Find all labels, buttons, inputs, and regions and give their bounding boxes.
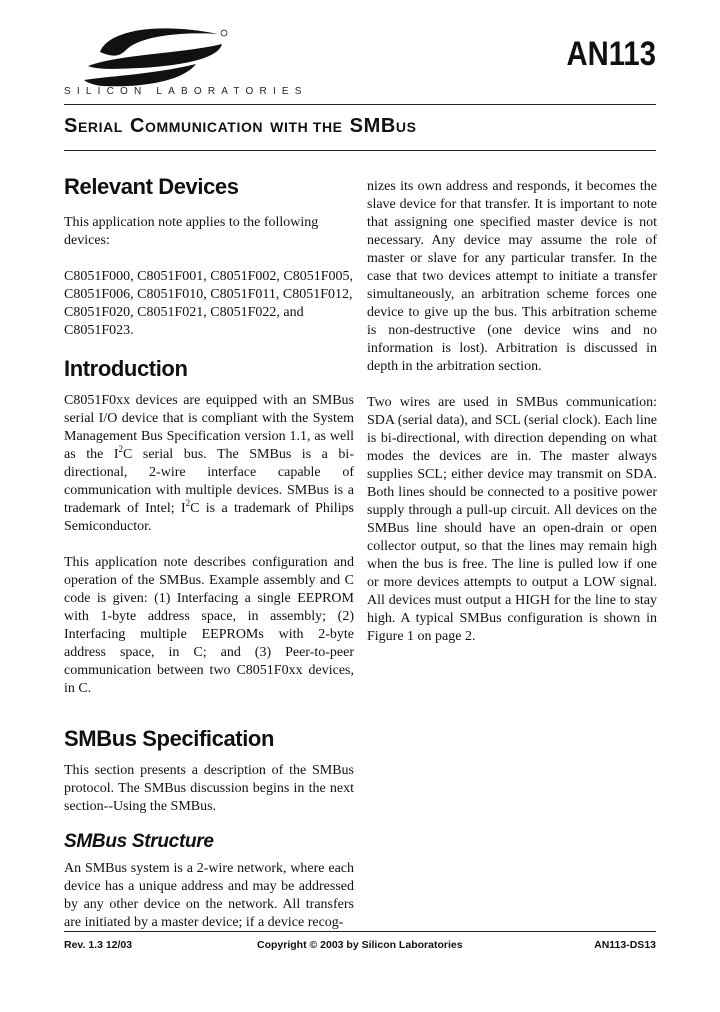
header-rule [64, 104, 656, 105]
relevant-devices-intro: This application note applies to the following devices: [64, 215, 319, 248]
silicon-labs-logo [80, 24, 230, 94]
title-c: C [129, 115, 145, 137]
smbus-structure-heading: SMBus Structure [64, 831, 214, 852]
smbus-specification-paragraph: This section presents a description of the SMBus protocol. The SMBus discussion begins in the next section--Using the SMBus. [64, 763, 354, 814]
footer-document-id: AN113-DS13 [594, 939, 656, 951]
relevant-devices-list: C8051F000, C8051F001, C8051F002, C8051F005, C8051F006, C8051F010, C8051F011, C8051F012, C8051F020, C8051F021, C8051F022, and C8051F023. [64, 269, 353, 338]
intro-p1-sup-2: 2 [185, 498, 191, 508]
title-s: S [64, 115, 78, 137]
title-with-the: WITH THE [270, 119, 343, 135]
footer-rule [64, 931, 656, 932]
document-number: AN113 [566, 35, 656, 73]
footer-copyright: Copyright © 2003 by Silicon Laboratories [257, 939, 463, 951]
left-column [64, 174, 354, 932]
document-title [64, 115, 417, 138]
smbus-structure-paragraph-1-continued: nizes its own address and responds, it becomes the slave device for that transfer. It is important to note that assigning one specified master device is not necessary. Any device may assume the role of master or slave for any particular transfer. In the case that two devices attempt to initiate a transfer simultaneously, an arbitration scheme forces one device to give up the bus. This arbitration scheme is non-destructive (one device wins and no information is lost). Arbitration is discussed in depth in the arbitration section. [367, 179, 657, 374]
intro-p1-part-a: C8051F0xx devices are equipped with an SMBus serial I/O device that is compliant with the System Management Bus Specification version 1.1, as well as the I [64, 393, 354, 462]
intro-p1-sup: 2 [118, 444, 123, 454]
introduction-paragraph-2: This application note describes configuration and operation of the SMBus. Example assembly and C code is given: (1) Interfacing a single EEPROM with 1-byte address space, in assembly; (2) Interfacing multiple EEPROMs with 2-byte address space, in C; and (3) Peer-to-peer communication between two C8051F0xx devices, in C. [64, 555, 354, 696]
intro-p1-part-c: C is a trademark of Philips Semiconductor. [64, 501, 354, 534]
brand-name: SILICON LABORATORIES [64, 86, 308, 97]
registered-mark-icon [221, 30, 227, 36]
intro-p1-part-b: C serial bus. The SMBus is a bi-directional, 2-wire interface capable of communication with multiple devices. SMBus is a trademark of Intel; I [64, 447, 354, 516]
right-column [367, 178, 657, 646]
smbus-structure-paragraph-1-start: An SMBus system is a 2-wire network, where each device has a unique address and may be addressed by any other device on the network. All transfers are initiated by a master device; if a device recog- [64, 861, 354, 930]
title-smb: SMB [349, 115, 396, 137]
smbus-structure-paragraph-2: Two wires are used in SMBus communication: SDA (serial data), and SCL (serial clock). Each line is bi-directional, with direction depending on what modes the devices are in. The master always supplies SCL; either device may transmit on SDA. Both lines should be connected to a positive power supply through a pull-up circuit. All devices on the SMBus line should have an open-drain or open collector output, so that the lines may remain high when the bus is free. The line is pulled low if one or more devices attempts to output a LOW signal. All devices must output a HIGH for the line to stay high. A typical SMBus configuration is shown in Figure 1 on page 2. [367, 395, 657, 644]
title-erial: ERIAL [77, 119, 123, 135]
title-us: US [395, 119, 417, 135]
introduction-paragraph-1 [64, 392, 354, 536]
introduction-heading: Introduction [64, 356, 188, 381]
smbus-specification-heading: SMBus Specification [64, 726, 274, 751]
title-rule [64, 150, 656, 151]
title-ommunication: OMMUNICATION [145, 119, 264, 135]
relevant-devices-heading: Relevant Devices [64, 174, 239, 199]
footer-revision: Rev. 1.3 12/03 [64, 939, 133, 951]
